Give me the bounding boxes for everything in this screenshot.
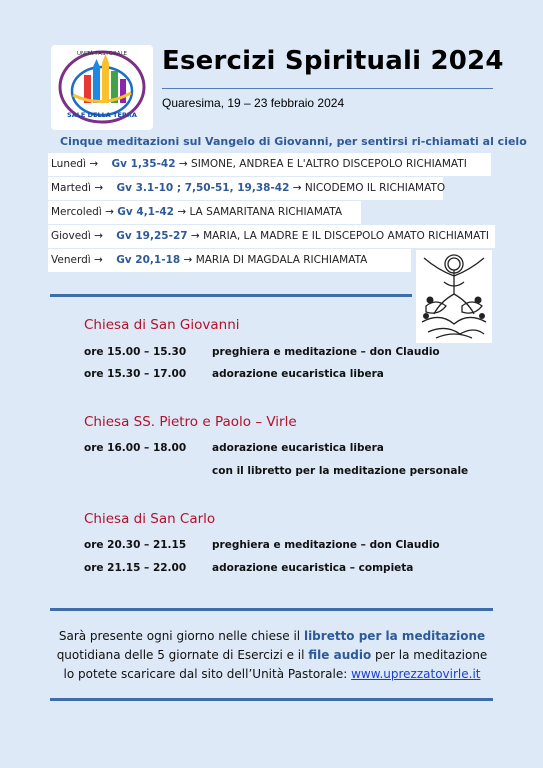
schedule-row-mercoledi <box>48 201 361 224</box>
footer-notice <box>54 627 490 684</box>
activity-description: preghiera e meditazione – don Claudio <box>212 346 440 358</box>
time-slot: ore 15.30 – 17.00 <box>84 368 187 380</box>
schedule-day: Lunedì <box>51 158 87 170</box>
arrow-icon: → <box>183 254 193 266</box>
gospel-reference: Gv 20,1-18 <box>116 254 181 266</box>
church-name-san-giovanni: Chiesa di San Giovanni <box>84 317 240 333</box>
gospel-reference: Gv 3.1-10 ; 7,50-51, 19,38-42 <box>116 182 290 194</box>
arrow-icon: → <box>105 206 114 218</box>
svg-text:SALE DELLA TERRA: SALE DELLA TERRA <box>67 111 137 119</box>
meditation-theme: MARIA, LA MADRE E IL DISCEPOLO AMATO RICHIAMATI <box>203 230 489 242</box>
title-divider <box>162 88 493 89</box>
svg-text:UNITÀ PASTORALE: UNITÀ PASTORALE <box>76 51 128 57</box>
arrow-icon: → <box>190 230 200 242</box>
schedule-row-venerdi <box>48 249 411 272</box>
activity-description: preghiera e meditazione – don Claudio <box>212 539 440 551</box>
footer-text: per la meditazione lo potete scaricare dal sito dell’Unità Pastorale: <box>63 648 488 681</box>
gospel-reference: Gv 1,35-42 <box>111 158 176 170</box>
arrow-icon: → <box>177 206 187 218</box>
arrow-icon: → <box>94 182 104 194</box>
intro-text: Cinque meditazioni sul Vangelo di Giovanni, per sentirsi ri-chiamati al cielo <box>60 135 527 148</box>
activity-description: adorazione eucaristica – compieta <box>212 562 414 574</box>
meditation-theme: LA SAMARITANA RICHIAMATA <box>189 206 343 218</box>
arrow-icon: → <box>94 254 103 266</box>
arrow-icon: → <box>89 158 99 170</box>
gospel-reference: Gv 19,25-27 <box>116 230 188 242</box>
meditation-theme: MARIA DI MAGDALA RICHIAMATA <box>195 254 368 266</box>
audio-highlight: file audio <box>308 648 372 662</box>
time-slot: ore 20.30 – 21.15 <box>84 539 187 551</box>
schedule-row-lunedi <box>48 153 491 176</box>
meditation-theme: SIMONE, ANDREA E L'ALTRO DISCEPOLO RICHIAMATI <box>191 158 467 170</box>
section-divider <box>50 698 493 701</box>
footer-text: Sarà presente ogni giorno nelle chiese il <box>58 629 304 643</box>
time-slot: ore 16.00 – 18.00 <box>84 442 187 454</box>
meditation-theme: NICODEMO IL RICHIAMATO <box>304 182 446 194</box>
arrow-icon: → <box>292 182 302 194</box>
christ-figure-icon <box>416 250 492 343</box>
christ-illustration <box>416 250 492 343</box>
arrow-icon: → <box>178 158 188 170</box>
schedule-day: Martedì <box>51 182 91 194</box>
booklet-highlight: libretto per la meditazione <box>303 629 486 643</box>
time-slot: ore 15.00 – 15.30 <box>84 346 187 358</box>
schedule-day: Venerdì <box>51 254 91 266</box>
schedule-day: Giovedì <box>51 230 91 242</box>
church-name-virle: Chiesa SS. Pietro e Paolo – Virle <box>84 414 297 430</box>
schedule-row-giovedi <box>48 225 495 248</box>
arrow-icon: → <box>94 230 103 242</box>
church-name-san-carlo: Chiesa di San Carlo <box>84 511 216 527</box>
gospel-reference: Gv 4,1-42 <box>117 206 174 218</box>
unita-pastorale-logo-icon <box>51 45 153 130</box>
schedule-row-martedi <box>48 177 446 200</box>
schedule-day: Mercoledì <box>51 206 102 218</box>
time-slot: ore 21.15 – 22.00 <box>84 562 187 574</box>
section-divider <box>50 608 493 611</box>
website-link[interactable]: www.uprezzatovirle.it <box>351 667 481 681</box>
page-subtitle: Quaresima, 19 – 23 febbraio 2024 <box>162 96 345 110</box>
footer-text: quotidiana delle 5 giornate di Esercizi e il <box>56 648 309 662</box>
page-title: Esercizi Spirituali 2024 <box>162 46 504 76</box>
activity-description: adorazione eucaristica libera <box>212 442 384 454</box>
activity-description: adorazione eucaristica libera <box>212 368 384 380</box>
logo <box>51 45 153 130</box>
section-divider <box>50 294 412 297</box>
activity-description: con il libretto per la meditazione personale <box>212 465 469 477</box>
